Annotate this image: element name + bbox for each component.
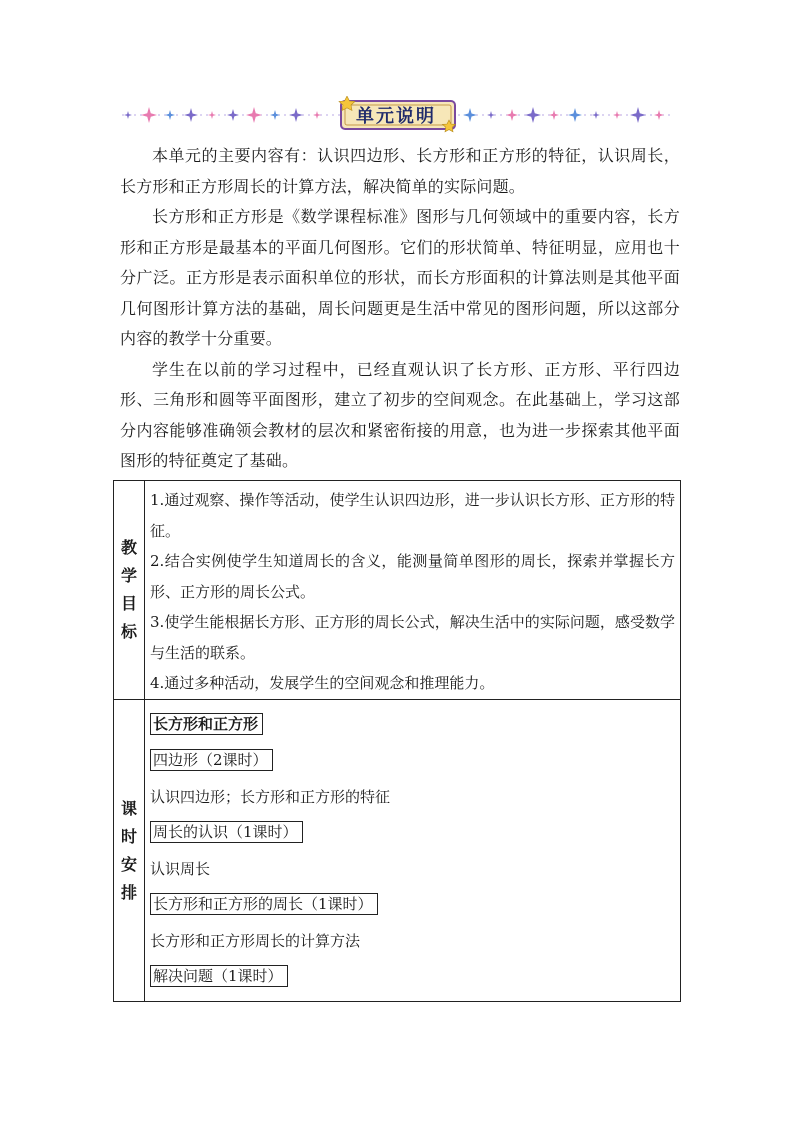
page-title: 单元说明: [356, 106, 436, 127]
sparkle-icon: [463, 108, 477, 122]
sparkle-icon: [246, 107, 262, 123]
schedule-heading-cell: [114, 700, 145, 1002]
sparkle-icon: [227, 109, 239, 121]
goal-item: 1.通过观察、操作等活动，使学生认识四边形，进一步认识长方形、正方形的特征。: [150, 491, 675, 540]
lesson-title: 四边形（2课时）: [150, 749, 273, 771]
sparkle-icon: [165, 110, 175, 120]
lesson-content: 长方形和正方形周长的计算方法: [150, 931, 361, 950]
sparkle-icon: [613, 111, 621, 119]
sparkle-icon: [208, 111, 216, 119]
sparkle-icon: [487, 111, 495, 119]
sparkle-icon: [506, 109, 518, 121]
sparkle-icon: [141, 107, 157, 123]
goals-heading-cell: [114, 481, 145, 700]
sparkle-icon: [592, 111, 600, 119]
sparkle-icon: [270, 110, 280, 120]
goals-heading: 教学目标: [120, 538, 137, 641]
goal-item: 2.结合实例使学生知道周长的含义，能测量简单图形的周长，探索并掌握长方形、正方形的周长公式。: [150, 552, 675, 601]
lesson-title: 长方形和正方形的周长（1课时）: [150, 893, 378, 915]
intro-paragraph: 本单元的主要内容有：认识四边形、长方形和正方形的特征，认识周长，长方形和正方形周长的计算方法，解决简单的实际问题。: [120, 146, 680, 196]
sparkle-icon: [654, 110, 664, 120]
sparkle-icon: [568, 108, 582, 122]
sparkle-icon: [184, 108, 198, 122]
intro-paragraph: 学生在以前的学习过程中，已经直观认识了长方形、正方形、平行四边形、三角形和圆等平面图形，建立了初步的空间观念。在此基础上，学习这部分内容能够准确领会教材的层次和紧密衔接的用意，也为进一步探索其他平面图形的特征奠定了基础。: [120, 359, 680, 470]
schedule-content: [145, 700, 681, 1002]
goals-content: [145, 481, 681, 700]
sparkle-icon: [289, 108, 303, 122]
goal-item: 3.使学生能根据长方形、正方形的周长公式，解决生活中的实际问题，感受数学与生活的联系。: [150, 613, 675, 662]
schedule-heading: 课时安排: [120, 798, 137, 902]
lesson-content: 认识周长: [150, 859, 211, 878]
sparkle-icon: [313, 111, 321, 119]
lesson-content: 认识四边形；长方形和正方形的特征: [150, 787, 391, 806]
lesson-title: 解决问题（1课时）: [150, 965, 288, 987]
intro-paragraph: 长方形和正方形是《数学课程标准》图形与几何领域中的重要内容，长方形和正方形是最基本的平面几何图形。它们的形状简单、特征明显，应用也十分广泛。正方形是表示面积单位的形状，而长方形面积的计算法则是其他平面几何图形计算方法的基础，周长问题更是生活中常见的图形问题，所以这部分内容的教学十分重要。: [120, 207, 680, 348]
sparkle-icon: [525, 107, 541, 123]
unit-title: 长方形和正方形: [150, 713, 263, 735]
sparkle-icon: [630, 107, 646, 123]
sparkle-icon: [549, 110, 559, 120]
intro-section: [120, 141, 680, 477]
unit-plan-table: [113, 480, 681, 1002]
sparkle-icon: [124, 111, 132, 119]
goal-item: 4.通过多种活动，发展学生的空间观念和推理能力。: [150, 674, 495, 692]
lesson-title: 周长的认识（1课时）: [150, 821, 303, 843]
